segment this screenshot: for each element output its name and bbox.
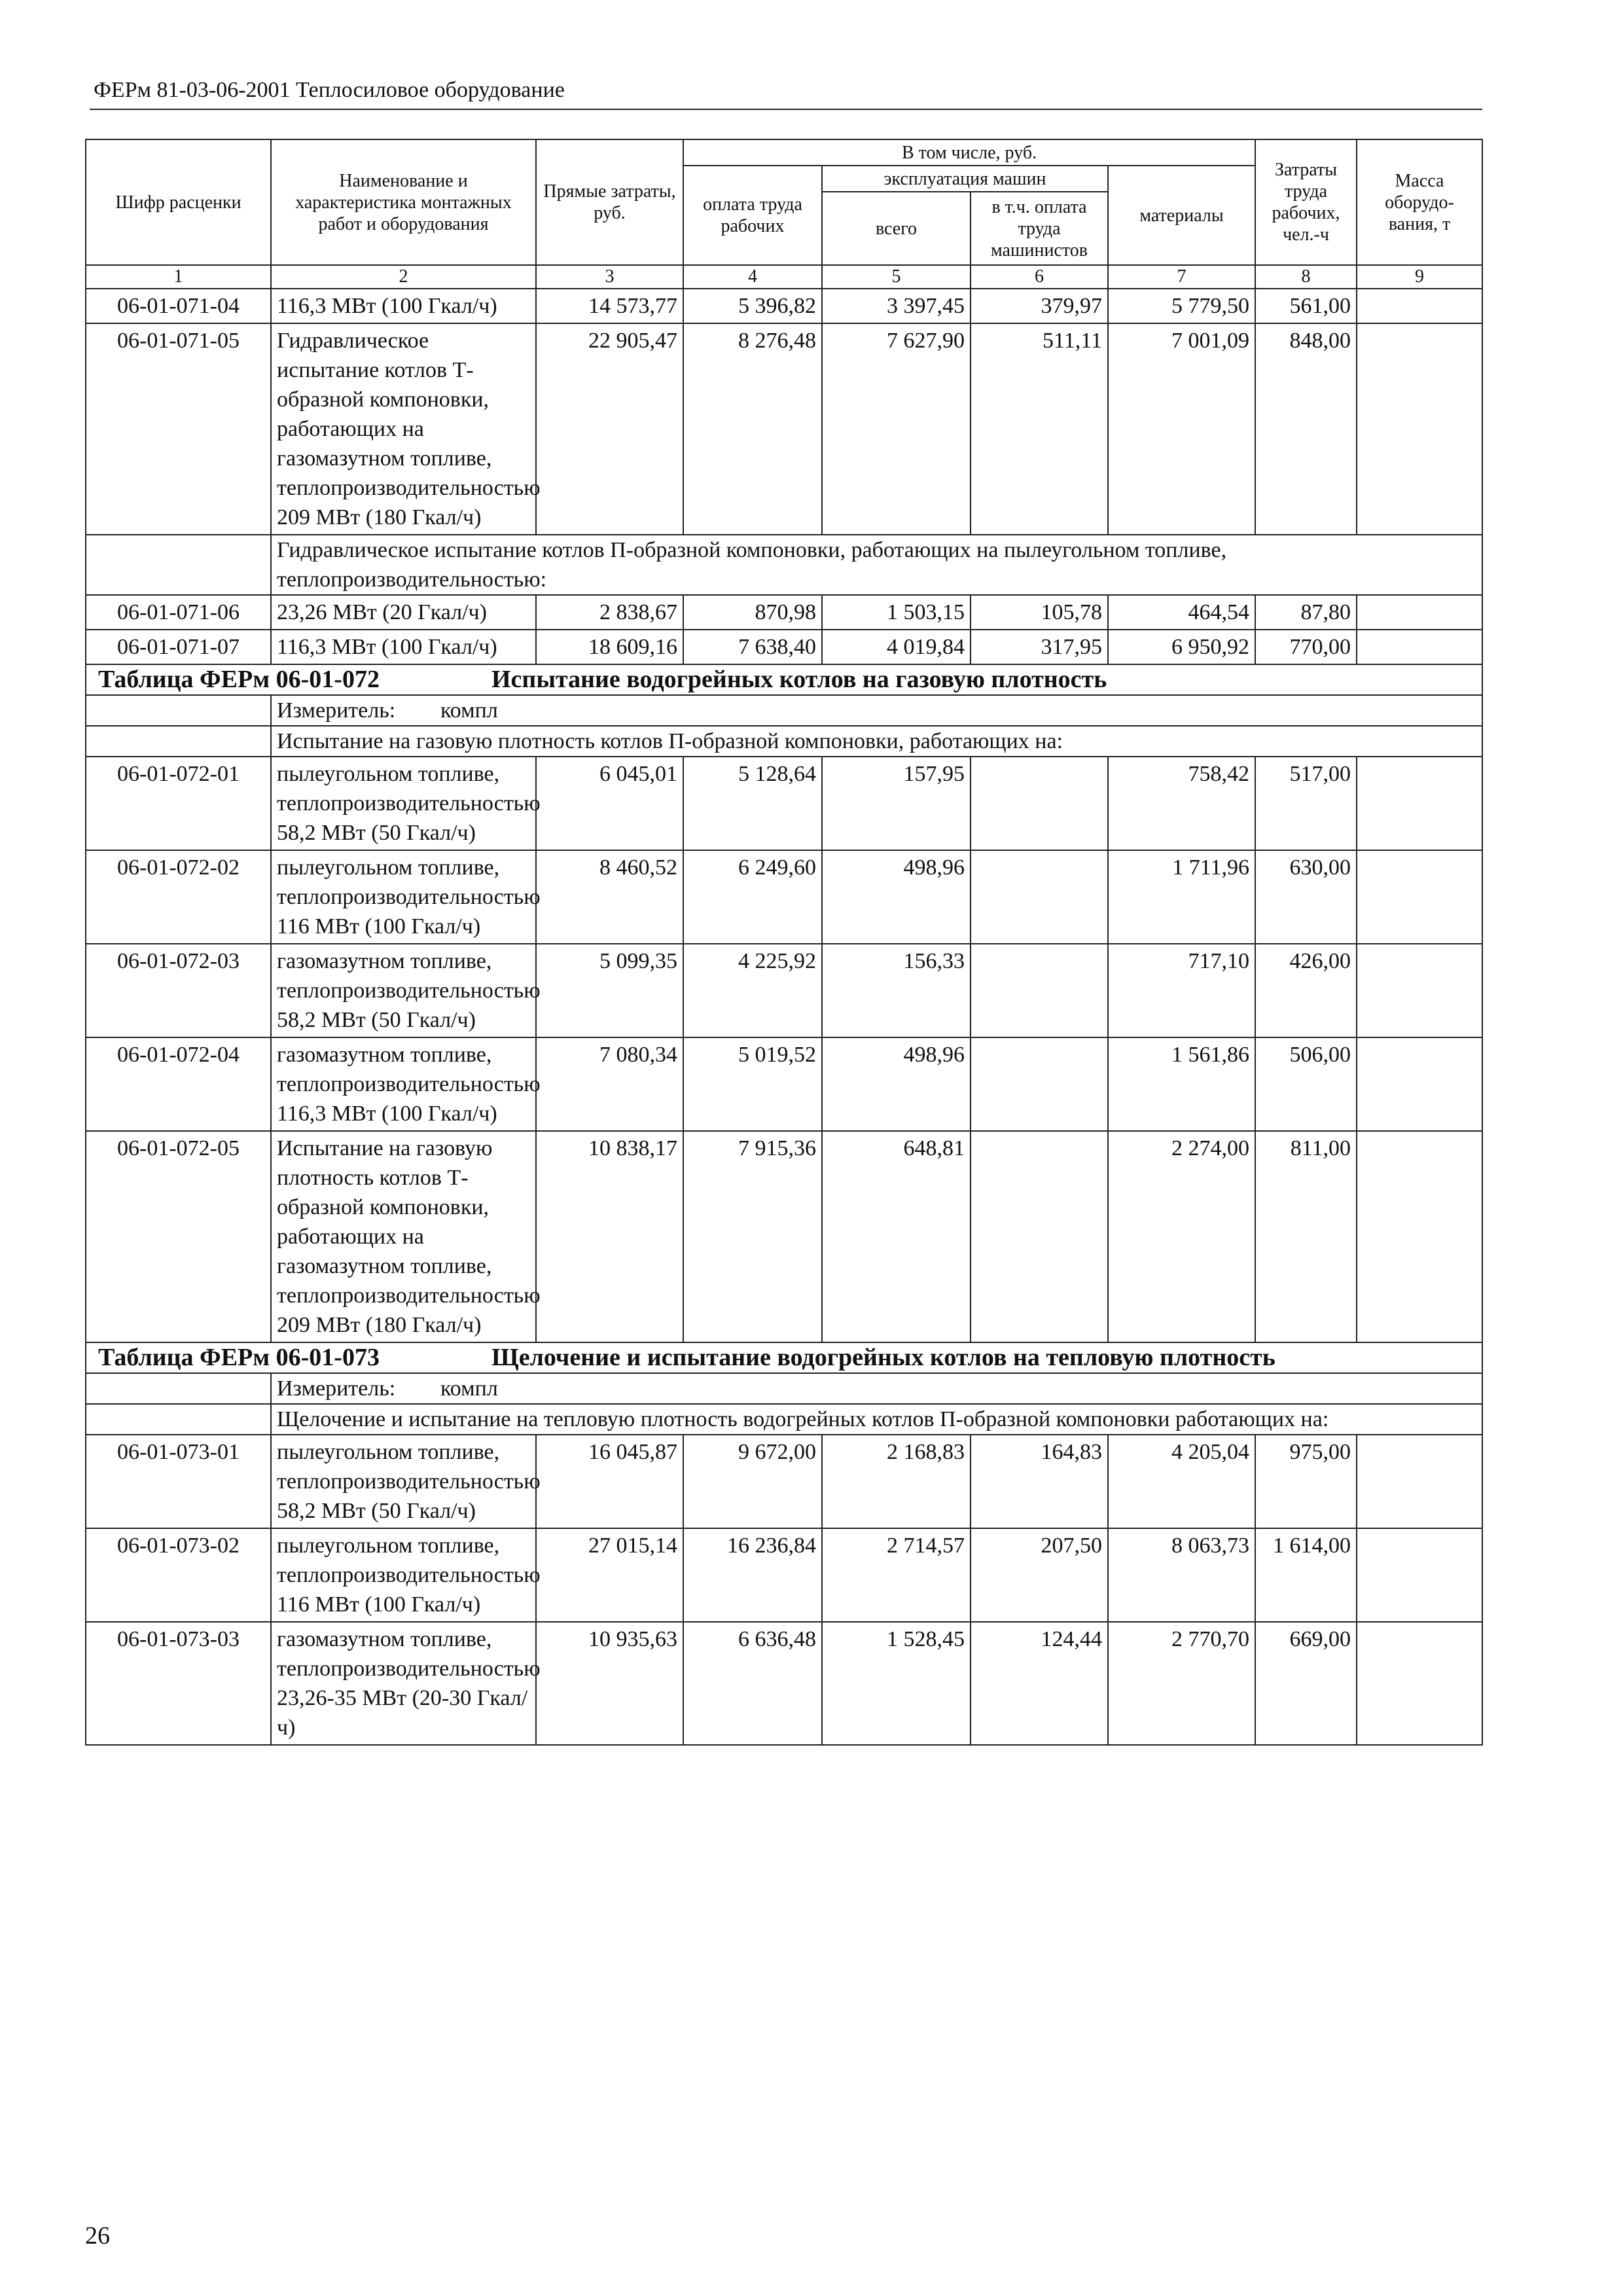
col-head-workers-pay: оплата труда рабочих xyxy=(683,166,822,265)
machines-total: 1 528,45 xyxy=(822,1622,971,1745)
work-name: пылеугольном топливе, теплопроизводительностью 58,2 МВт (50 Гкал/ч) xyxy=(271,1435,536,1528)
equipment-mass xyxy=(1357,1435,1482,1528)
rate-code: 06-01-071-04 xyxy=(86,289,271,323)
materials: 1 561,86 xyxy=(1108,1037,1255,1131)
rate-code: 06-01-072-02 xyxy=(86,850,271,944)
workers-pay: 9 672,00 xyxy=(683,1435,822,1528)
materials: 6 950,92 xyxy=(1108,630,1255,664)
equipment-mass xyxy=(1357,289,1482,323)
operators-pay xyxy=(971,944,1108,1037)
machines-total: 1 503,15 xyxy=(822,595,971,630)
machines-total: 157,95 xyxy=(822,757,971,850)
operators-pay: 164,83 xyxy=(971,1435,1108,1528)
materials: 717,10 xyxy=(1108,944,1255,1037)
col-head-machines: эксплуатация машин xyxy=(822,166,1108,192)
table-row xyxy=(86,1622,1482,1745)
labor-hours: 630,00 xyxy=(1255,850,1357,944)
group-heading: Щелочение и испытание на тепловую плотность водогрейных котлов П-образной компоновки работающих на: xyxy=(271,1404,1482,1435)
machines-total: 7 627,90 xyxy=(822,323,971,535)
direct-costs: 6 045,01 xyxy=(536,757,683,850)
group-heading: Испытание на газовую плотность котлов П-образной компоновки, работающих на: xyxy=(271,726,1482,757)
rate-code: 06-01-071-06 xyxy=(86,595,271,630)
machines-total: 156,33 xyxy=(822,944,971,1037)
column-number: 7 xyxy=(1108,265,1255,289)
column-number: 8 xyxy=(1255,265,1357,289)
table-row xyxy=(86,630,1482,664)
empty-cell xyxy=(86,1404,271,1435)
equipment-mass xyxy=(1357,595,1482,630)
rate-code: 06-01-072-04 xyxy=(86,1037,271,1131)
materials: 2 274,00 xyxy=(1108,1131,1255,1342)
work-name: 116,3 МВт (100 Гкал/ч) xyxy=(271,289,536,323)
rate-code: 06-01-072-05 xyxy=(86,1131,271,1342)
labor-hours: 506,00 xyxy=(1255,1037,1357,1131)
machines-total: 498,96 xyxy=(822,850,971,944)
workers-pay: 6 636,48 xyxy=(683,1622,822,1745)
rates-table xyxy=(85,139,1483,1746)
materials: 758,42 xyxy=(1108,757,1255,850)
group-heading: Гидравлическое испытание котлов П-образной компоновки, работающих на пылеугольном топливе, теплопроизводительностью: xyxy=(271,535,1482,595)
workers-pay: 5 396,82 xyxy=(683,289,822,323)
section-title-cell xyxy=(86,1342,1482,1373)
materials: 8 063,73 xyxy=(1108,1528,1255,1622)
machines-total: 498,96 xyxy=(822,1037,971,1131)
work-name: газомазутном топливе, теплопроизводительностью 116,3 МВт (100 Гкал/ч) xyxy=(271,1037,536,1131)
empty-cell xyxy=(86,695,271,726)
machines-total: 4 019,84 xyxy=(822,630,971,664)
column-number: 6 xyxy=(971,265,1108,289)
machines-total: 3 397,45 xyxy=(822,289,971,323)
unit-of-measure-cell xyxy=(271,695,1482,726)
workers-pay: 7 638,40 xyxy=(683,630,822,664)
direct-costs: 14 573,77 xyxy=(536,289,683,323)
workers-pay: 5 128,64 xyxy=(683,757,822,850)
section-title: Испытание водогрейных котлов на газовую плотность xyxy=(491,666,1107,693)
labor-hours: 426,00 xyxy=(1255,944,1357,1037)
materials: 5 779,50 xyxy=(1108,289,1255,323)
column-number: 3 xyxy=(536,265,683,289)
unit-value: компл xyxy=(440,698,498,723)
unit-label: Измеритель: xyxy=(277,698,396,723)
column-number: 2 xyxy=(271,265,536,289)
section-table-number: Таблица ФЕРм 06-01-073 xyxy=(98,1344,380,1371)
workers-pay: 6 249,60 xyxy=(683,850,822,944)
table-row xyxy=(86,757,1482,850)
table-section-title xyxy=(86,664,1482,695)
labor-hours: 517,00 xyxy=(1255,757,1357,850)
direct-costs: 16 045,87 xyxy=(536,1435,683,1528)
unit-value: компл xyxy=(440,1376,498,1401)
equipment-mass xyxy=(1357,1131,1482,1342)
equipment-mass xyxy=(1357,323,1482,535)
operators-pay: 317,95 xyxy=(971,630,1108,664)
section-title: Щелочение и испытание водогрейных котлов на тепловую плотность xyxy=(491,1344,1275,1371)
workers-pay: 8 276,48 xyxy=(683,323,822,535)
rate-code: 06-01-072-03 xyxy=(86,944,271,1037)
direct-costs: 27 015,14 xyxy=(536,1528,683,1622)
equipment-mass xyxy=(1357,757,1482,850)
empty-cell xyxy=(86,535,271,595)
table-row xyxy=(86,323,1482,535)
labor-hours: 669,00 xyxy=(1255,1622,1357,1745)
work-name: газомазутном топливе, теплопроизводительностью 23,26-35 МВт (20-30 Гкал/ч) xyxy=(271,1622,536,1745)
materials: 4 205,04 xyxy=(1108,1435,1255,1528)
machines-total: 2 714,57 xyxy=(822,1528,971,1622)
col-head-mass: Масса оборудо-вания, т xyxy=(1357,139,1482,265)
machines-total: 648,81 xyxy=(822,1131,971,1342)
unit-of-measure-cell xyxy=(271,1373,1482,1404)
work-name: пылеугольном топливе, теплопроизводительностью 116 МВт (100 Гкал/ч) xyxy=(271,850,536,944)
work-name: Испытание на газовую плотность котлов Т-образной компоновки, работающих на газомазутном топливе, теплопроизводительностью 209 МВт (180 Гкал/ч) xyxy=(271,1131,536,1342)
materials: 464,54 xyxy=(1108,595,1255,630)
workers-pay: 7 915,36 xyxy=(683,1131,822,1342)
materials: 2 770,70 xyxy=(1108,1622,1255,1745)
equipment-mass xyxy=(1357,630,1482,664)
labor-hours: 770,00 xyxy=(1255,630,1357,664)
rate-code: 06-01-071-07 xyxy=(86,630,271,664)
page-number: 26 xyxy=(85,2222,110,2250)
unit-label: Измеритель: xyxy=(277,1376,396,1401)
col-head-code: Шифр расценки xyxy=(86,139,271,265)
table-row xyxy=(86,1037,1482,1131)
direct-costs: 7 080,34 xyxy=(536,1037,683,1131)
rate-code: 06-01-072-01 xyxy=(86,757,271,850)
direct-costs: 8 460,52 xyxy=(536,850,683,944)
labor-hours: 811,00 xyxy=(1255,1131,1357,1342)
equipment-mass xyxy=(1357,1528,1482,1622)
group-heading-row xyxy=(86,535,1482,595)
table-row xyxy=(86,289,1482,323)
labor-hours: 975,00 xyxy=(1255,1435,1357,1528)
col-head-materials: материалы xyxy=(1108,166,1255,265)
labor-hours: 848,00 xyxy=(1255,323,1357,535)
equipment-mass xyxy=(1357,1037,1482,1131)
labor-hours: 561,00 xyxy=(1255,289,1357,323)
column-number: 1 xyxy=(86,265,271,289)
operators-pay xyxy=(971,1037,1108,1131)
table-row xyxy=(86,1528,1482,1622)
table-row xyxy=(86,944,1482,1037)
direct-costs: 2 838,67 xyxy=(536,595,683,630)
workers-pay: 4 225,92 xyxy=(683,944,822,1037)
header-rule xyxy=(90,109,1482,110)
materials: 1 711,96 xyxy=(1108,850,1255,944)
operators-pay: 207,50 xyxy=(971,1528,1108,1622)
direct-costs: 10 935,63 xyxy=(536,1622,683,1745)
table-row xyxy=(86,850,1482,944)
work-name: газомазутном топливе, теплопроизводительностью 58,2 МВт (50 Гкал/ч) xyxy=(271,944,536,1037)
rate-code: 06-01-071-05 xyxy=(86,323,271,535)
col-head-machines-total: всего xyxy=(822,192,971,265)
labor-hours: 87,80 xyxy=(1255,595,1357,630)
table-row xyxy=(86,1435,1482,1528)
rate-code: 06-01-073-02 xyxy=(86,1528,271,1622)
equipment-mass xyxy=(1357,850,1482,944)
empty-cell xyxy=(86,1373,271,1404)
operators-pay xyxy=(971,1131,1108,1342)
running-header: ФЕРм 81-03-06-2001 Теплосиловое оборудование xyxy=(94,78,565,102)
equipment-mass xyxy=(1357,944,1482,1037)
labor-hours: 1 614,00 xyxy=(1255,1528,1357,1622)
empty-cell xyxy=(86,726,271,757)
col-head-operators-pay: в т.ч. оплата труда машинистов xyxy=(971,192,1108,265)
table-row xyxy=(86,595,1482,630)
operators-pay xyxy=(971,850,1108,944)
operators-pay: 124,44 xyxy=(971,1622,1108,1745)
column-number: 9 xyxy=(1357,265,1482,289)
table-body xyxy=(86,289,1482,1745)
machines-total: 2 168,83 xyxy=(822,1435,971,1528)
operators-pay: 511,11 xyxy=(971,323,1108,535)
operators-pay: 105,78 xyxy=(971,595,1108,630)
col-head-name: Наименование и характеристика монтажных работ и оборудования xyxy=(271,139,536,265)
col-head-including: В том числе, руб. xyxy=(683,139,1255,166)
direct-costs: 22 905,47 xyxy=(536,323,683,535)
section-table-number: Таблица ФЕРм 06-01-072 xyxy=(98,666,380,693)
operators-pay: 379,97 xyxy=(971,289,1108,323)
column-number: 5 xyxy=(822,265,971,289)
materials: 7 001,09 xyxy=(1108,323,1255,535)
group-heading-row xyxy=(86,1404,1482,1435)
section-title-cell xyxy=(86,664,1482,695)
work-name: 116,3 МВт (100 Гкал/ч) xyxy=(271,630,536,664)
table-section-title xyxy=(86,1342,1482,1373)
work-name: Гидравлическое испытание котлов Т-образной компоновки, работающих на газомазутном топливе, теплопроизводительностью 209 МВт (180 Гкал/ч) xyxy=(271,323,536,535)
direct-costs: 18 609,16 xyxy=(536,630,683,664)
work-name: пылеугольном топливе, теплопроизводительностью 116 МВт (100 Гкал/ч) xyxy=(271,1528,536,1622)
work-name: пылеугольном топливе, теплопроизводительностью 58,2 МВт (50 Гкал/ч) xyxy=(271,757,536,850)
operators-pay xyxy=(971,757,1108,850)
column-number: 4 xyxy=(683,265,822,289)
group-heading-row xyxy=(86,726,1482,757)
work-name: 23,26 МВт (20 Гкал/ч) xyxy=(271,595,536,630)
unit-of-measure-row xyxy=(86,1373,1482,1404)
rate-code: 06-01-073-03 xyxy=(86,1622,271,1745)
workers-pay: 870,98 xyxy=(683,595,822,630)
table-row xyxy=(86,1131,1482,1342)
unit-of-measure-row xyxy=(86,695,1482,726)
col-head-labor: Затраты труда рабочих, чел.-ч xyxy=(1255,139,1357,265)
col-head-direct: Прямые затраты, руб. xyxy=(536,139,683,265)
workers-pay: 16 236,84 xyxy=(683,1528,822,1622)
column-number-row xyxy=(86,265,1482,289)
direct-costs: 5 099,35 xyxy=(536,944,683,1037)
rate-code: 06-01-073-01 xyxy=(86,1435,271,1528)
equipment-mass xyxy=(1357,1622,1482,1745)
direct-costs: 10 838,17 xyxy=(536,1131,683,1342)
workers-pay: 5 019,52 xyxy=(683,1037,822,1131)
